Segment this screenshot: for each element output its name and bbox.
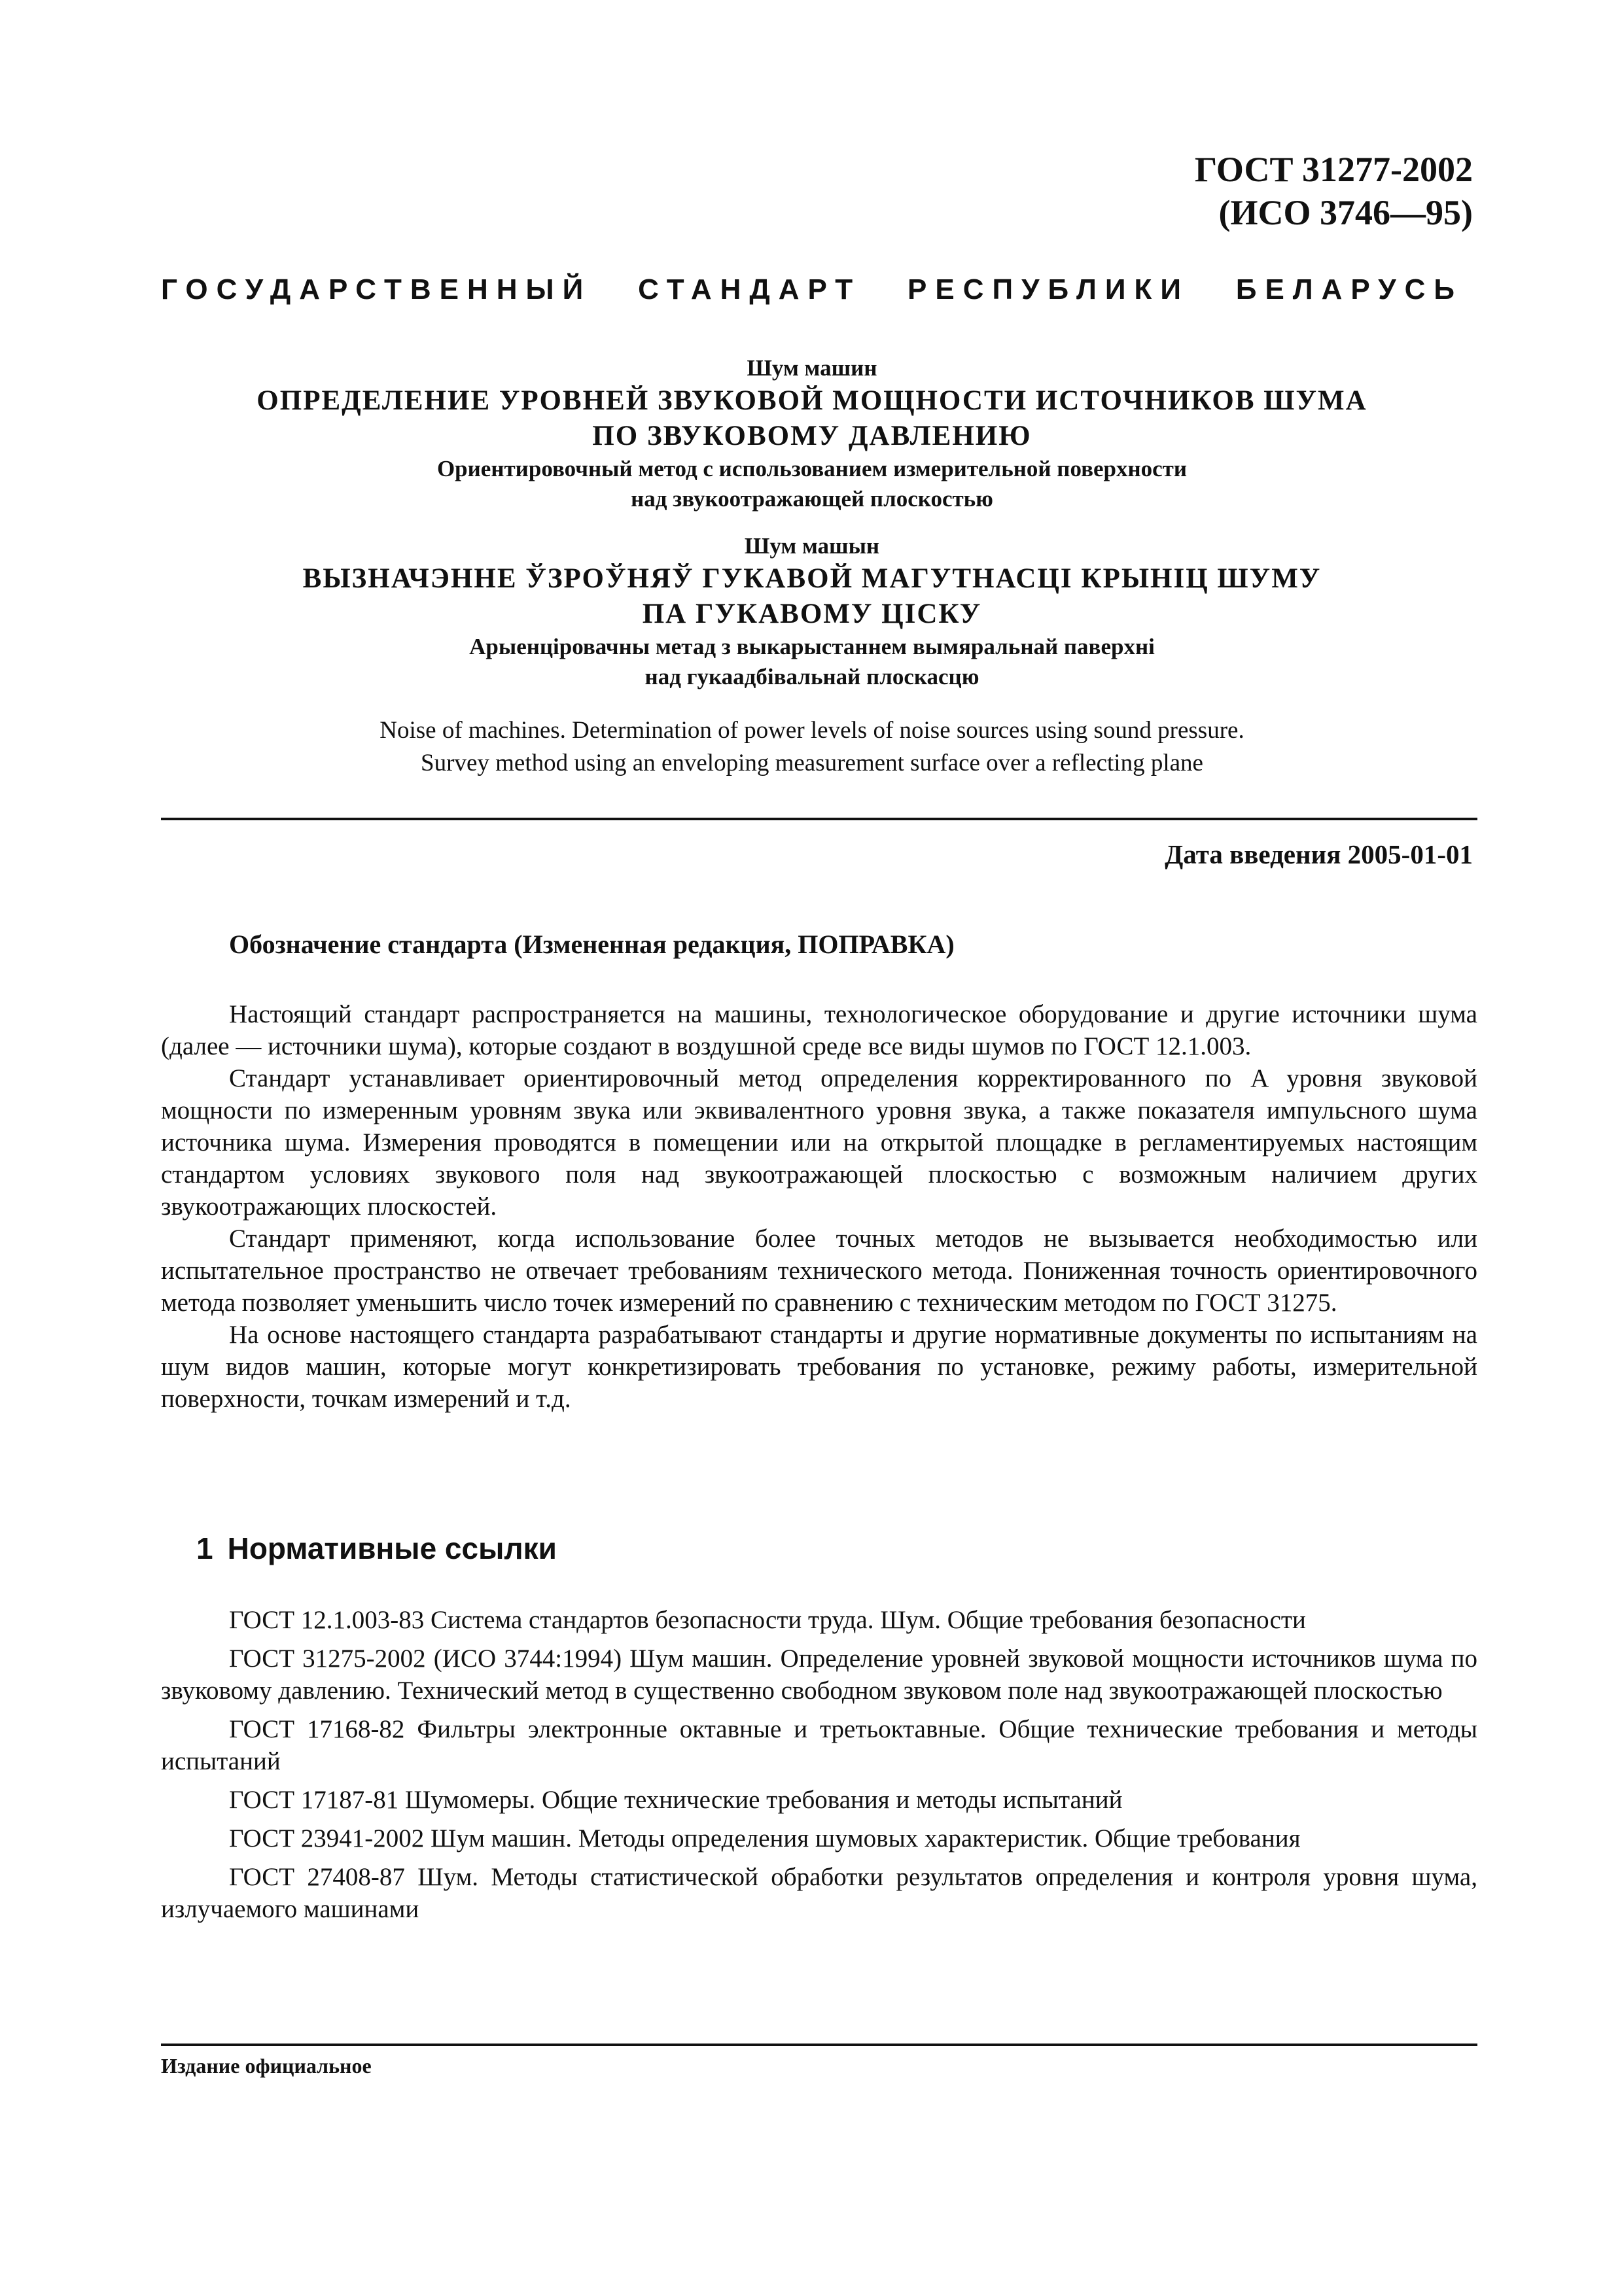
header-divider (161, 818, 1477, 820)
title-ru-method2: над звукоотражающей плоскостью (631, 486, 993, 512)
reference-item: ГОСТ 17168-82 Фильтры электронные октавные и третьоктавные. Общие технические требования и методы испытаний (161, 1715, 1477, 1775)
footer-divider (161, 2044, 1477, 2046)
state-word: БЕЛАРУСЬ (1235, 273, 1463, 305)
title-block (161, 353, 1463, 780)
title-ru-method1: Ориентировочный метод с использованием измерительной поверхности (436, 456, 1188, 481)
title-ru-subject: Шум машин (747, 355, 877, 381)
paragraph: Стандарт применяют, когда использование более точных методов не вызывается необходимостью или испытательное пространство не отвечает требованиям технического метода. Пониженная точность ориентировочного метода позволяет уменьшить число точек измерений по сравнению с техническим методом по ГОСТ 31275. (161, 1225, 1477, 1317)
paragraph: Стандарт устанавливает ориентировочный метод определения корректированного по A уровня звуковой мощности по измеренным уровням звука или эквивалентного уровня звука, а также показателя импульсного шума источника шума. Измерения проводятся в помещении или на открытой площадке в регламентируемых настоящим стандартом условиях звукового поля над звукоотражающей плоскостью с возможным наличием других звукоотражающих плоскостей. (161, 1064, 1477, 1221)
title-by-line2: ПА ГУКАВОМУ ЦІСКУ (642, 599, 982, 629)
title-en-line1: Noise of machines. Determination of power levels of noise sources using sound pressure. (379, 717, 1244, 744)
title-by-subject: Шум машын (744, 533, 880, 559)
standard-number: ГОСТ 31277-2002 (1194, 150, 1473, 189)
title-en-line2: Survey method using an enveloping measurement surface over a reflecting plane (421, 750, 1203, 776)
standard-code (1195, 148, 1473, 234)
reference-item: ГОСТ 31275-2002 (ИСО 3744:1994) Шум машин. Определение уровней звуковой мощности источников шума по звуковому давлению. Технический метод в существенно свободном звуковом поле над звукоотражающей плоскостью (161, 1644, 1477, 1705)
paragraph: Настоящий стандарт распространяется на машины, технологическое оборудование и другие источники шума (далее — источники шума), которые создают в воздушной среде все виды шумов по ГОСТ 12.1.003. (161, 1000, 1477, 1060)
reference-item: ГОСТ 12.1.003-83 Система стандартов безопасности труда. Шум. Общие требования безопасности (229, 1606, 1306, 1634)
reference-item: ГОСТ 23941-2002 Шум машин. Методы определения шумовых характеристик. Общие требования (229, 1824, 1301, 1852)
scope-text (161, 998, 1477, 1415)
state-standard-heading (161, 273, 1463, 306)
paragraph: На основе настоящего стандарта разрабатывают стандарты и другие нормативные документы по испытаниям на шум видов машин, которые могут конкретизировать требования по установке, режиму работы, измерительной поверхности, точкам измерений и т.д. (161, 1321, 1477, 1413)
title-by-method2: над гукаадбівальнай плоскасцю (644, 664, 979, 689)
title-ru-line2: ПО ЗВУКОВОМУ ДАВЛЕНИЮ (592, 421, 1032, 451)
section-heading (196, 1531, 571, 1566)
state-word: РЕСПУБЛИКИ (908, 273, 1190, 305)
introduction-date: Дата введения 2005-01-01 (1165, 839, 1473, 869)
iso-number: (ИСО 3746—95) (1218, 193, 1473, 232)
state-word: ГОСУДАРСТВЕННЫЙ (161, 273, 592, 305)
official-edition-label: Издание официальное (161, 2054, 372, 2078)
reference-item: ГОСТ 27408-87 Шум. Методы статистической обработки результатов определения и контроля уровня шума, излучаемого машинами (161, 1863, 1477, 1923)
section-number: 1 (196, 1531, 213, 1565)
references-list (161, 1604, 1477, 1932)
title-by-method1: Арыенціровачны метад з выкарыстаннем вымяральнай паверхні (469, 634, 1155, 659)
state-word: СТАНДАРТ (638, 273, 862, 305)
reference-item: ГОСТ 17187-81 Шумомеры. Общие технические требования и методы испытаний (229, 1786, 1123, 1814)
designation-note: Обозначение стандарта (Измененная редакция, ПОПРАВКА) (229, 930, 955, 959)
title-ru-line1: ОПРЕДЕЛЕНИЕ УРОВНЕЙ ЗВУКОВОЙ МОЩНОСТИ ИСТОЧНИКОВ ШУМА (256, 385, 1367, 416)
section-title: Нормативные ссылки (227, 1531, 557, 1565)
title-by-line1: ВЫЗНАЧЭННЕ ЎЗРОЎНЯЎ ГУКАВОЙ МАГУТНАСЦІ КРЫНІЦ ШУМУ (302, 563, 1322, 594)
